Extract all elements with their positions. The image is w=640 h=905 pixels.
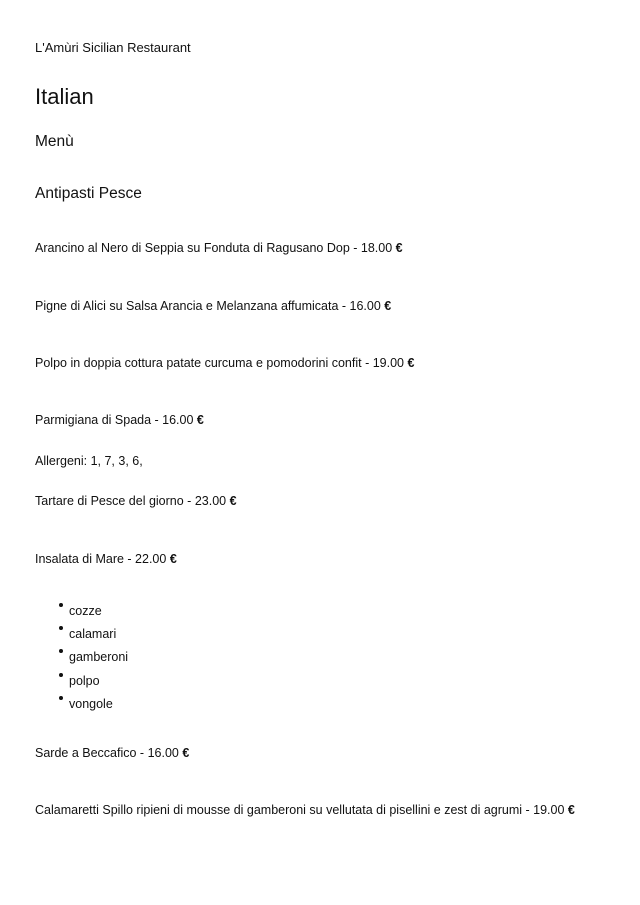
currency-symbol: € xyxy=(169,552,177,566)
menu-item: Parmigiana di Spada - 16.00 € xyxy=(35,413,204,427)
item-price: 18.00 xyxy=(360,241,393,255)
restaurant-name: L'Amùri Sicilian Restaurant xyxy=(35,40,191,55)
currency-symbol: € xyxy=(182,746,190,760)
bullet-icon xyxy=(59,649,63,653)
list-item xyxy=(35,693,128,716)
item-name: Insalata di Mare xyxy=(35,552,124,566)
item-price: 23.00 xyxy=(194,494,227,508)
bullet-icon xyxy=(59,626,63,630)
list-item xyxy=(35,623,128,646)
list-item xyxy=(35,670,128,693)
item-name: Calamaretti Spillo ripieni di mousse di gamberoni su vellutata di pisellini e zest di agrumi xyxy=(35,803,523,817)
ingredient-label: calamari xyxy=(69,627,117,642)
item-price: 16.00 xyxy=(349,299,381,313)
ingredients-list xyxy=(35,600,128,716)
currency-symbol: € xyxy=(567,803,575,817)
item-name: Pigne di Alici su Salsa Arancia e Melanzana affumicata xyxy=(35,299,339,313)
item-price: 16.00 xyxy=(147,746,179,760)
ingredient-label: vongole xyxy=(69,696,113,711)
currency-symbol: € xyxy=(196,413,204,427)
menu-item: Arancino al Nero di Seppia su Fonduta di Ragusano Dop - 18.00 € xyxy=(35,241,403,255)
allergens-info: Allergeni: 1, 7, 3, 6, xyxy=(35,454,143,468)
item-name: Arancino al Nero di Seppia su Fonduta di Ragusano Dop xyxy=(35,241,350,255)
currency-symbol: € xyxy=(395,241,403,255)
menu-item: Sarde a Beccafico - 16.00 € xyxy=(35,746,190,760)
item-price: 16.00 xyxy=(162,413,194,427)
item-price: 22.00 xyxy=(135,552,167,566)
menu-item: Polpo in doppia cottura patate curcuma e pomodorini confit - 19.00 € xyxy=(35,356,415,370)
currency-symbol: € xyxy=(384,299,392,313)
cuisine-heading: Italian xyxy=(35,84,94,109)
item-name: Tartare di Pesce del giorno xyxy=(35,494,184,508)
item-price: 19.00 xyxy=(372,356,404,370)
section-heading: Antipasti Pesce xyxy=(35,185,142,202)
list-item xyxy=(35,646,128,669)
ingredient-label: cozze xyxy=(69,604,102,618)
ingredient-label: polpo xyxy=(69,673,100,688)
currency-symbol: € xyxy=(229,494,237,508)
bullet-icon xyxy=(59,673,63,677)
bullet-icon xyxy=(59,603,63,607)
item-name: Polpo in doppia cottura patate curcuma e pomodorini confit xyxy=(35,356,362,370)
menu-heading: Menù xyxy=(35,133,74,150)
item-name: Parmigiana di Spada xyxy=(35,413,152,427)
item-name: Sarde a Beccafico xyxy=(35,746,137,760)
ingredient-label: gamberoni xyxy=(69,650,129,665)
menu-item: Tartare di Pesce del giorno - 23.00 € xyxy=(35,494,237,508)
menu-item: Calamaretti Spillo ripieni di mousse di gamberoni su vellutata di pisellini e zest di agrumi - 19.00 € xyxy=(35,803,575,817)
menu-item: Pigne di Alici su Salsa Arancia e Melanzana affumicata - 16.00 € xyxy=(35,299,392,313)
item-price: 19.00 xyxy=(533,803,565,817)
currency-symbol: € xyxy=(407,356,415,370)
menu-item: Insalata di Mare - 22.00 € xyxy=(35,552,177,566)
bullet-icon xyxy=(59,696,63,700)
list-item xyxy=(35,600,128,623)
